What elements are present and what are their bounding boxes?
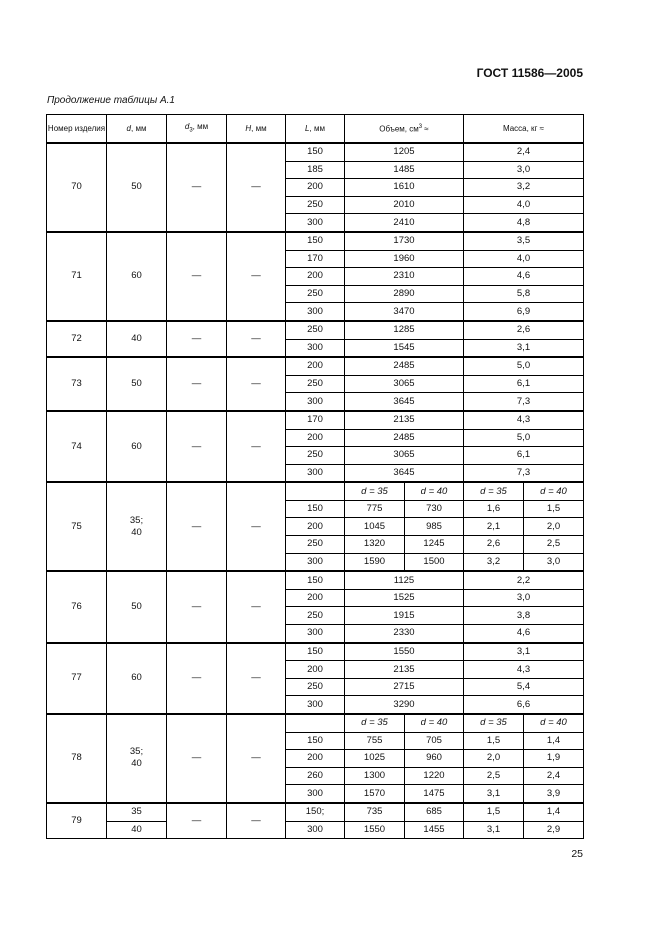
volume-cell: 1285 [345,321,464,339]
length-cell: 300 [286,464,345,482]
length-cell: 150 [286,732,345,750]
mass-d35-cell: 2,1 [464,518,524,536]
h-cell: — [227,143,286,232]
d-cell: 40 [107,821,167,839]
length-cell: 170 [286,411,345,429]
table-row [47,232,584,250]
header-d: d, мм [107,115,167,144]
h-cell: — [227,357,286,411]
length-cell [286,714,345,732]
length-cell: 200 [286,429,345,447]
d-cell: 60 [107,643,167,714]
mass-cell: 5,4 [464,678,584,696]
table-row [47,714,584,732]
volume-cell: 2890 [345,285,464,303]
mass-cell: 2,2 [464,571,584,589]
mass-cell: 3,0 [464,161,584,179]
table-row [47,321,584,339]
length-cell: 200 [286,179,345,197]
mass-d40-cell: 1,5 [524,500,584,518]
item-number-cell: 72 [47,321,107,357]
volume-d35-cell: 1550 [345,821,405,839]
mass-d40-cell: 2,9 [524,821,584,839]
item-number-cell: 75 [47,482,107,571]
volume-d40-cell: 1220 [405,767,464,785]
mass-cell: 3,0 [464,589,584,607]
table-row [47,821,584,839]
volume-d35-cell: 1320 [345,536,405,554]
mass-d40-cell: 2,5 [524,536,584,554]
length-cell: 200 [286,357,345,375]
subheader-d40: d = 40 [405,482,464,500]
item-number-cell: 78 [47,714,107,803]
volume-d40-cell: 960 [405,750,464,768]
table-row [47,411,584,429]
volume-d40-cell: 1475 [405,785,464,803]
length-cell: 250 [286,447,345,465]
length-cell: 300 [286,553,345,571]
length-cell: 300 [286,393,345,411]
volume-d40-cell: 705 [405,732,464,750]
volume-cell: 1205 [345,143,464,161]
table-header-row [47,115,584,144]
table-row [47,357,584,375]
volume-d35-cell: 755 [345,732,405,750]
volume-cell: 1550 [345,643,464,661]
mass-d35-cell: 1,5 [464,803,524,821]
header-h: H, мм [227,115,286,144]
length-cell: 150 [286,571,345,589]
table-caption: Продолжение таблицы А.1 [47,95,175,106]
d-cell: 40 [107,321,167,357]
volume-cell: 2135 [345,411,464,429]
mass-cell: 3,8 [464,607,584,625]
mass-d40-cell: 3,9 [524,785,584,803]
volume-cell: 2410 [345,214,464,232]
mass-d40-cell: 2,4 [524,767,584,785]
d3-cell: — [167,357,227,411]
length-cell: 200 [286,518,345,536]
d3-cell: — [167,803,227,839]
mass-d35-cell: 3,1 [464,785,524,803]
d-cell: 50 [107,571,167,642]
mass-d35-cell: 1,5 [464,732,524,750]
mass-cell: 4,0 [464,250,584,268]
mass-d35-cell: 2,6 [464,536,524,554]
mass-cell: 6,6 [464,696,584,714]
h-cell: — [227,571,286,642]
volume-d40-cell: 1455 [405,821,464,839]
volume-d35-cell: 1300 [345,767,405,785]
volume-d35-cell: 735 [345,803,405,821]
item-number-cell: 71 [47,232,107,321]
d3-cell: — [167,143,227,232]
mass-d40-cell: 1,9 [524,750,584,768]
length-cell: 150 [286,643,345,661]
header-mass: Масса, кг ≈ [464,115,584,144]
length-cell: 200 [286,750,345,768]
volume-d35-cell: 1025 [345,750,405,768]
volume-cell: 2310 [345,268,464,286]
item-number-cell: 76 [47,571,107,642]
volume-cell: 3645 [345,393,464,411]
mass-d40-cell: 1,4 [524,803,584,821]
volume-cell: 2485 [345,357,464,375]
mass-cell: 3,1 [464,643,584,661]
length-cell: 185 [286,161,345,179]
volume-cell: 3645 [345,464,464,482]
d-cell: 60 [107,232,167,321]
d3-cell: — [167,482,227,571]
d3-cell: — [167,571,227,642]
volume-d35-cell: 1570 [345,785,405,803]
mass-cell: 6,1 [464,447,584,465]
mass-cell: 3,2 [464,179,584,197]
item-number-cell: 70 [47,143,107,232]
length-cell: 250 [286,678,345,696]
subheader-d35: d = 35 [464,714,524,732]
mass-d35-cell: 3,2 [464,553,524,571]
volume-cell: 1485 [345,161,464,179]
length-cell: 150 [286,500,345,518]
table-row [47,643,584,661]
mass-cell: 3,5 [464,232,584,250]
h-cell: — [227,321,286,357]
header-d3: $d_3$, мм [167,115,227,144]
length-cell: 300 [286,785,345,803]
volume-d40-cell: 730 [405,500,464,518]
volume-cell: 3470 [345,303,464,321]
d-cell: 35; 40 [107,482,167,571]
mass-cell: 6,1 [464,375,584,393]
mass-cell: 5,0 [464,429,584,447]
d-cell: 50 [107,357,167,411]
length-cell: 250 [286,196,345,214]
volume-d35-cell: 1045 [345,518,405,536]
length-cell: 200 [286,589,345,607]
length-cell: 250 [286,375,345,393]
volume-cell: 2715 [345,678,464,696]
mass-cell: 2,6 [464,321,584,339]
volume-d40-cell: 1500 [405,553,464,571]
mass-cell: 4,3 [464,411,584,429]
mass-cell: 4,8 [464,214,584,232]
h-cell: — [227,482,286,571]
h-cell: — [227,643,286,714]
mass-cell: 2,4 [464,143,584,161]
d-cell: 35; 40 [107,714,167,803]
subheader-d40: d = 40 [524,482,584,500]
d-cell: 50 [107,143,167,232]
h-cell: — [227,714,286,803]
mass-cell: 5,8 [464,285,584,303]
mass-d40-cell: 3,0 [524,553,584,571]
length-cell: 150; [286,803,345,821]
d-cell: 35 [107,803,167,821]
volume-cell: 2135 [345,661,464,679]
length-cell: 150 [286,143,345,161]
length-cell: 200 [286,661,345,679]
volume-cell: 2485 [345,429,464,447]
item-number-cell: 73 [47,357,107,411]
volume-cell: 1730 [345,232,464,250]
volume-cell: 3290 [345,696,464,714]
mass-d35-cell: 1,6 [464,500,524,518]
mass-cell: 5,0 [464,357,584,375]
h-cell: — [227,803,286,839]
length-cell: 260 [286,767,345,785]
volume-d40-cell: 1245 [405,536,464,554]
volume-cell: 2010 [345,196,464,214]
mass-cell: 7,3 [464,393,584,411]
mass-cell: 4,0 [464,196,584,214]
document-header: ГОСТ 11586—2005 [476,66,583,80]
item-number-cell: 77 [47,643,107,714]
length-cell: 250 [286,321,345,339]
mass-d35-cell: 2,0 [464,750,524,768]
item-number-cell: 74 [47,411,107,482]
volume-d40-cell: 985 [405,518,464,536]
table-row [47,482,584,500]
volume-cell: 1610 [345,179,464,197]
volume-d35-cell: 775 [345,500,405,518]
table-row [47,143,584,161]
volume-d35-cell: 1590 [345,553,405,571]
header-number: Номер изделия [47,115,107,144]
volume-d40-cell: 685 [405,803,464,821]
mass-cell: 6,9 [464,303,584,321]
mass-d35-cell: 2,5 [464,767,524,785]
subheader-d40: d = 40 [405,714,464,732]
length-cell: 300 [286,339,345,357]
mass-cell: 7,3 [464,464,584,482]
length-cell: 300 [286,821,345,839]
d3-cell: — [167,232,227,321]
d3-cell: — [167,321,227,357]
mass-cell: 4,6 [464,625,584,643]
length-cell: 250 [286,536,345,554]
mass-d40-cell: 1,4 [524,732,584,750]
volume-cell: 1915 [345,607,464,625]
subheader-d35: d = 35 [464,482,524,500]
length-cell [286,482,345,500]
h-cell: — [227,411,286,482]
d3-cell: — [167,411,227,482]
volume-cell: 3065 [345,447,464,465]
length-cell: 250 [286,285,345,303]
table-row [47,571,584,589]
d3-cell: — [167,643,227,714]
volume-cell: 3065 [345,375,464,393]
length-cell: 150 [286,232,345,250]
item-number-cell: 79 [47,803,107,839]
length-cell: 250 [286,607,345,625]
mass-d40-cell: 2,0 [524,518,584,536]
subheader-d40: d = 40 [524,714,584,732]
volume-cell: 1525 [345,589,464,607]
mass-cell: 4,3 [464,661,584,679]
header-volume: Объем, $см^3$ ≈ [345,115,464,144]
mass-d35-cell: 3,1 [464,821,524,839]
length-cell: 170 [286,250,345,268]
length-cell: 200 [286,268,345,286]
data-table [46,114,584,839]
length-cell: 300 [286,214,345,232]
volume-cell: 2330 [345,625,464,643]
volume-cell: 1125 [345,571,464,589]
table-row [47,803,584,821]
volume-cell: 1960 [345,250,464,268]
volume-cell: 1545 [345,339,464,357]
mass-cell: 3,1 [464,339,584,357]
mass-cell: 4,6 [464,268,584,286]
d-cell: 60 [107,411,167,482]
page-number: 25 [571,848,583,860]
length-cell: 300 [286,303,345,321]
length-cell: 300 [286,696,345,714]
subheader-d35: d = 35 [345,482,405,500]
d3-cell: — [167,714,227,803]
length-cell: 300 [286,625,345,643]
subheader-d35: d = 35 [345,714,405,732]
header-l: L, мм [286,115,345,144]
h-cell: — [227,232,286,321]
